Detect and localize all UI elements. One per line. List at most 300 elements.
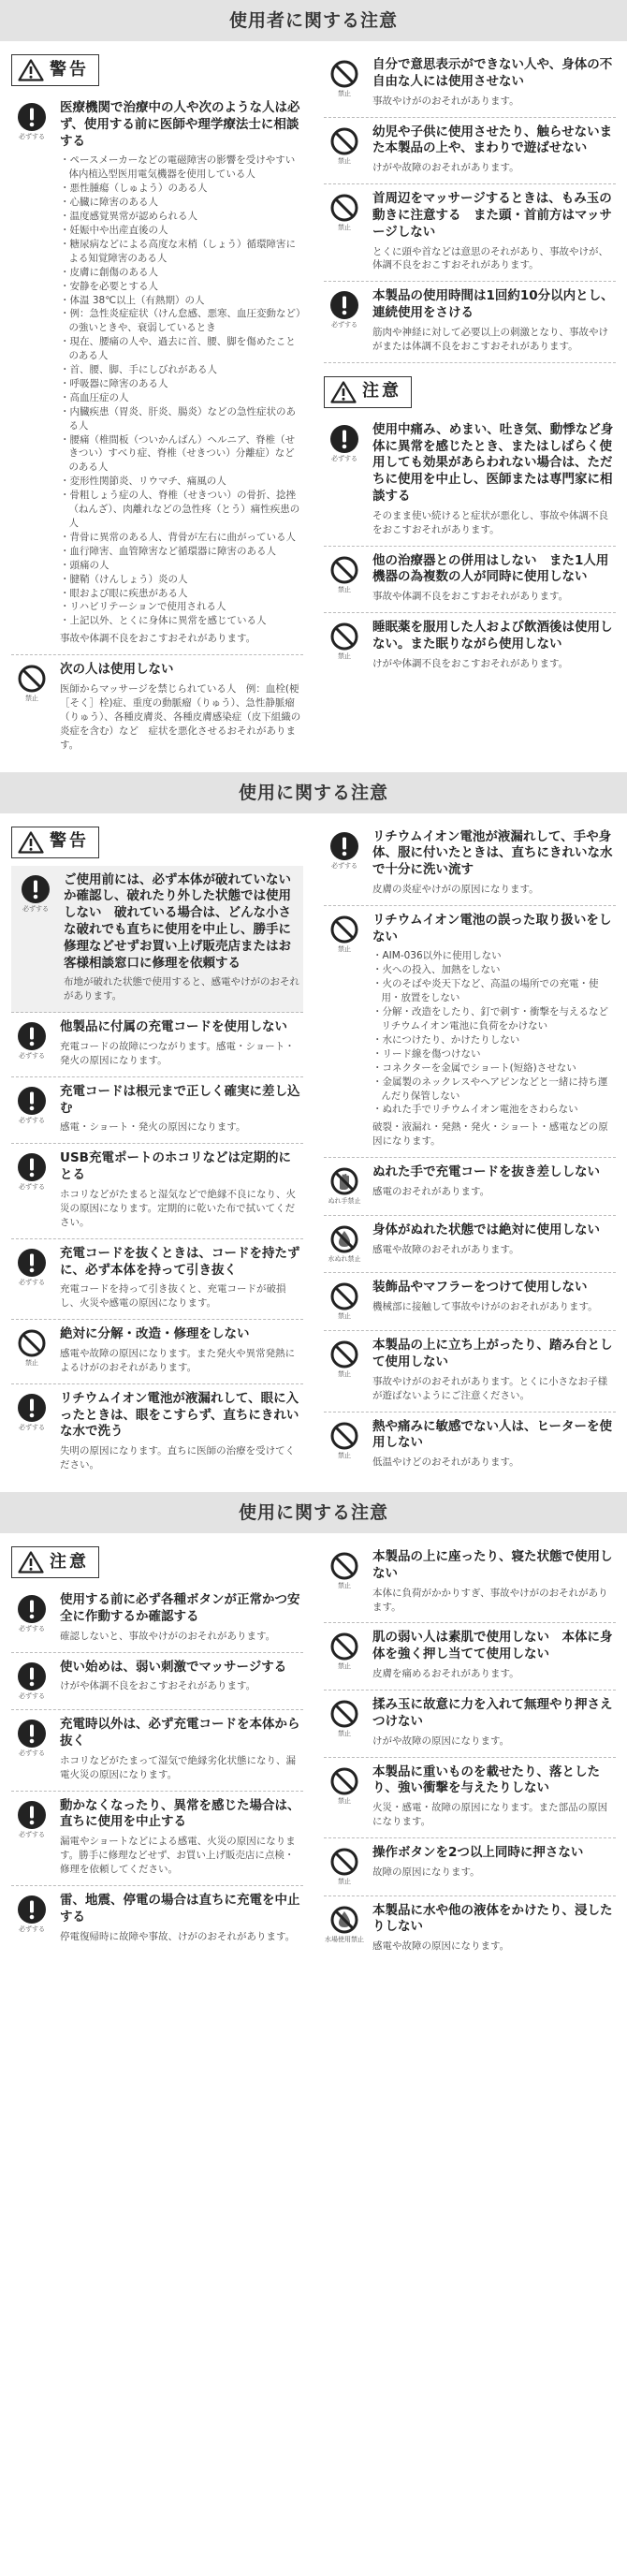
item-content <box>52 1246 303 1310</box>
item-content <box>365 1222 616 1265</box>
item-description: 感電や故障の原因になります。また発火や異常発熱によるけがのおそれがあります。 <box>60 1347 296 1373</box>
list-item: ・火のそばや炎天下など、高温の場所での充電・使用・放置をしない <box>372 978 599 1004</box>
item-description: 漏電やショートなどによる感電、火災の原因になります。勝手に修理などせず、お買い上げ販売店に点検・修理を依頼してください。 <box>60 1836 296 1876</box>
item-description: 低温やけどのおそれがあります。 <box>372 1456 519 1469</box>
list-item: ・現在、腰痛の人や、過去に首、腰、脚を傷めたことのある人 <box>60 336 296 362</box>
two-column-layout <box>11 823 616 1482</box>
prohibit-icon-group <box>324 191 365 272</box>
label-text: 注意 <box>50 1551 89 1572</box>
icon-caption: 禁止 <box>338 224 351 232</box>
item-content <box>365 1419 616 1471</box>
item-content <box>56 872 299 1004</box>
prohibit-icon-group <box>11 1326 52 1375</box>
prohibit-icon-group <box>324 57 365 109</box>
icon-caption: 禁止 <box>25 695 38 703</box>
item-description: 事故や体調不良をおこすおそれがあります。 <box>60 633 256 645</box>
icon-caption: 水場使用禁止 <box>325 1935 364 1943</box>
wethand-icon-group <box>324 1164 365 1207</box>
item-content <box>52 1019 303 1068</box>
must-icon <box>17 1661 47 1691</box>
prohibit-icon <box>329 126 359 156</box>
icon-caption: 禁止 <box>338 944 351 953</box>
list-item: ・腱鞘（けんしょう）炎の人 <box>60 573 188 585</box>
two-column-layout <box>11 1543 616 1962</box>
item-content <box>52 662 303 752</box>
item-content <box>52 1717 303 1781</box>
must-icon-group <box>11 1893 52 1944</box>
item-title: リチウムイオン電池が液漏れして、眼に入ったときは、眼をこすらず、直ちにきれいな水で洗う <box>60 1390 299 1440</box>
item-content <box>52 1592 303 1644</box>
item-content <box>52 1798 303 1877</box>
item-description: 感電のおそれがあります。 <box>372 1185 490 1197</box>
item-description: 医師からマッサージを禁じられている人 例：血栓(梗［そく］栓)症、重度の動脈瘤（りゅう）、急性静脈瘤（りゅう）、各種皮膚炎、各種皮膚感染症（皮下組織の炎症を含む）など 症状を悪化させるおそれがあります。 <box>60 682 301 751</box>
precaution-item <box>324 1412 616 1479</box>
precaution-item <box>324 51 616 118</box>
left-column <box>11 823 303 1482</box>
icon-caption: 禁止 <box>338 1582 351 1589</box>
item-content <box>365 1630 616 1681</box>
list-item: ・温度感覚異常が認められる人 <box>60 211 197 223</box>
must-icon <box>17 102 47 132</box>
prohibit-icon-group <box>324 553 365 605</box>
item-content <box>52 1893 303 1944</box>
section-header: 使用に関する注意 <box>0 1492 627 1533</box>
precaution-section <box>0 772 627 1493</box>
item-title: 充電時以外は、必ず充電コードを本体から抜く <box>60 1717 300 1749</box>
icon-caption: 禁止 <box>338 1662 351 1671</box>
icon-caption: 必ずする <box>19 1691 45 1700</box>
icon-caption: 必ずする <box>19 1749 45 1758</box>
list-item: ・眼および眼に疾患がある人 <box>60 587 188 599</box>
item-content <box>365 57 616 109</box>
list-item: ・内臓疾患（胃炎、肝炎、腸炎）などの急性症状のある人 <box>60 405 296 432</box>
item-title: 幼児や子供に使用させたり、触らせないまた本製品の上や、まわりで遊ばせない <box>372 124 613 156</box>
precaution-item <box>324 184 616 282</box>
icon-caption: 必ずする <box>331 321 357 329</box>
prohibit-icon <box>329 1847 359 1877</box>
item-description: ホコリなどがたまると湿気などで絶縁不良になり、火災の原因になります。定期的に乾いた布で拭いてください。 <box>60 1188 296 1228</box>
prohibit-icon-group <box>324 1845 365 1887</box>
precaution-item <box>11 1144 303 1238</box>
must-icon <box>17 1248 47 1278</box>
wetbody-icon <box>329 1905 359 1935</box>
must-icon-group <box>11 1150 52 1229</box>
item-description: とくに頭や首などは意思のそれがあり、事故やけが、体調不良をおこすおそれがあります。 <box>372 245 608 271</box>
item-content <box>365 288 616 353</box>
list-item: ・血行障害、血管障害など循環器に障害のある人 <box>60 545 276 557</box>
prohibit-icon-group <box>324 1338 365 1402</box>
item-title: 次の人は使用しない <box>60 662 174 678</box>
condition-list <box>372 949 616 1117</box>
icon-caption: 禁止 <box>338 1312 351 1321</box>
prohibit-icon <box>329 1281 359 1311</box>
list-item: ・分解・改造をしたり、釘で刺す・衝撃を与えるなどリチウムイオン電池に負荷をかけない <box>372 1006 608 1032</box>
item-description: 故障の原因になります。 <box>372 1866 480 1878</box>
precaution-item <box>11 1586 303 1653</box>
item-description: 停電復帰時に故障や事故、けがのおそれがあります。 <box>60 1930 296 1942</box>
precaution-item <box>324 118 616 185</box>
must-icon-group <box>15 872 56 1004</box>
prohibit-icon-group <box>324 1630 365 1681</box>
icon-caption: 禁止 <box>338 1877 351 1885</box>
prohibit-icon-group <box>324 1280 365 1322</box>
item-title: 充電コードを抜くときは、コードを持たずに、必ず本体を持って引き抜く <box>60 1245 300 1278</box>
item-description: 機械部に接触して事故やけがのおそれがあります。 <box>372 1301 598 1313</box>
list-item: ・例：急性炎症症状（けん怠感、悪寒、血圧変動など）の強いときや、衰弱しているとき <box>60 308 301 334</box>
item-title: 揉み玉に故意に力を入れて無理やり押さえつけない <box>372 1696 613 1729</box>
wetbody-icon <box>329 1224 359 1254</box>
must-icon <box>21 874 51 904</box>
prohibit-icon-group <box>324 620 365 671</box>
item-title: 身体がぬれた状態では絶対に使用しない <box>372 1222 600 1237</box>
item-description: 事故やけがのおそれがあります。 <box>372 95 519 107</box>
precaution-item <box>324 906 616 1158</box>
item-title: USB充電ポートのホコリなどは定期的にとる <box>60 1150 291 1183</box>
icon-caption: 必ずする <box>19 1925 45 1933</box>
right-column <box>324 51 616 680</box>
item-description: 事故や体調不良をおこすおそれがあります。 <box>372 591 569 603</box>
item-title: 使用中痛み、めまい、吐き気、動悸など身体に異常を感じたとき、またはしばらく使用しても効果があらわれない場合は、ただちに使用を中止し、医師または専門家に相談する <box>372 421 614 504</box>
caution-label <box>11 1546 99 1578</box>
item-title: リチウムイオン電池が液漏れして、手や身体、服に付いたときは、直ちにきれいな水で十分に洗い流す <box>372 828 613 878</box>
warning-label <box>11 54 99 86</box>
precaution-item <box>11 1013 303 1077</box>
precaution-item <box>11 1886 303 1953</box>
icon-caption: 禁止 <box>338 652 351 661</box>
item-content <box>365 1549 616 1614</box>
item-description: 破裂・液漏れ・発熱・発火・ショート・感電などの原因になります。 <box>372 1121 608 1148</box>
prohibit-icon <box>329 59 359 89</box>
must-icon-group <box>11 1084 52 1135</box>
precaution-item <box>324 1273 616 1331</box>
item-content <box>365 829 616 897</box>
must-icon <box>17 1393 47 1423</box>
icon-caption: 必ずする <box>19 1625 45 1632</box>
must-icon <box>329 831 359 861</box>
precaution-section <box>0 1492 627 1973</box>
list-item: ・ぬれた手でリチウムイオン電池をさわらない <box>372 1104 578 1116</box>
list-item: ・水につけたり、かけたりしない <box>372 1033 520 1046</box>
must-icon-group <box>11 1391 52 1472</box>
item-content <box>52 1084 303 1135</box>
warning-triangle-icon <box>18 59 44 81</box>
must-icon <box>17 1021 47 1051</box>
warning-triangle-icon <box>18 831 44 854</box>
must-icon-group <box>324 288 365 353</box>
list-item: ・呼吸器に障害のある人 <box>60 377 168 389</box>
item-title: 自分で意思表示ができない人や、身体の不自由な人には使用させない <box>372 57 613 89</box>
item-content <box>52 1660 303 1702</box>
prohibit-icon-group <box>324 1549 365 1614</box>
item-content <box>52 1150 303 1229</box>
item-content <box>365 620 616 671</box>
item-title: 装飾品やマフラーをつけて使用しない <box>372 1280 588 1295</box>
must-icon-group <box>11 1246 52 1310</box>
icon-caption: 必ずする <box>19 1423 45 1431</box>
item-title: 睡眠薬を服用した人および飲酒後は使用しない。また眠りながら使用しない <box>372 620 613 651</box>
must-icon <box>17 1719 47 1749</box>
icon-caption: 禁止 <box>338 585 351 593</box>
icon-caption: 禁止 <box>338 90 351 97</box>
icon-caption: 必ずする <box>22 904 49 913</box>
item-description: けがや故障のおそれがあります。 <box>372 162 519 174</box>
wetbody-icon-group <box>324 1903 365 1954</box>
item-title: 操作ボタンを2つ以上同時に押さない <box>372 1844 584 1860</box>
item-content <box>365 1697 616 1749</box>
icon-caption: 必ずする <box>19 1830 45 1838</box>
right-column <box>324 823 616 1479</box>
list-item: ・腰痛（椎間板（ついかんばん）ヘルニア、脊椎（せきつい）すべり症、脊椎（せきつい）分離症）などのある人 <box>60 433 296 474</box>
precaution-item <box>324 1216 616 1274</box>
item-title: 動かなくなったり、異常を感じた場合は、直ちに使用を中止する <box>60 1797 300 1830</box>
precaution-item <box>11 655 303 760</box>
list-item: ・コネクターを金属でショート(短絡)させない <box>372 1061 576 1074</box>
item-title: 雷、地震、停電の場合は直ちに充電を中止する <box>60 1892 300 1925</box>
item-description: けがや体調不良をおこすおそれがあります。 <box>372 657 569 669</box>
must-icon-group <box>11 1019 52 1068</box>
list-item: ・AIM-036以外に使用しない <box>372 950 502 962</box>
right-column <box>324 1543 616 1962</box>
wethand-icon <box>329 1166 359 1196</box>
item-description: 皮膚を痛めるおそれがあります。 <box>372 1668 519 1680</box>
item-description: 充電コードの故障につながります。感電・ショート・発火の原因になります。 <box>60 1041 295 1066</box>
item-description: 布地が破れた状態で使用すると、感電やけがのおそれがあります。 <box>64 976 299 1003</box>
prohibit-icon <box>329 1339 359 1369</box>
left-column <box>11 1543 303 1953</box>
precaution-item <box>324 1623 616 1690</box>
must-icon-group <box>11 1592 52 1644</box>
warning-label <box>11 827 99 858</box>
item-content <box>365 1764 616 1829</box>
list-item: ・首、腰、脚、手にしびれがある人 <box>60 364 217 376</box>
list-item: ・悪性腫瘍（しゅよう）のある人 <box>60 183 208 195</box>
precaution-item <box>11 1384 303 1481</box>
must-icon <box>17 1152 47 1182</box>
precaution-item <box>11 1710 303 1791</box>
precaution-item <box>324 1331 616 1412</box>
icon-caption: 必ずする <box>19 1278 45 1286</box>
item-title: 他製品に付属の充電コードを使用しない <box>60 1019 287 1035</box>
item-description: ホコリなどがたまって湿気で絶縁劣化状態になり、漏電火災の原因になります。 <box>60 1754 296 1780</box>
must-icon-group <box>11 1798 52 1877</box>
item-content <box>365 1845 616 1887</box>
icon-caption: 禁止 <box>338 1796 351 1805</box>
prohibit-icon <box>17 664 47 694</box>
precaution-item <box>11 1077 303 1145</box>
list-item: ・高血圧症の人 <box>60 391 129 403</box>
item-description: 皮膚の炎症やけがの原因になります。 <box>372 883 539 895</box>
item-description: けがや故障の原因になります。 <box>372 1734 510 1747</box>
icon-caption: 禁止 <box>338 156 351 165</box>
prohibit-icon-group <box>324 913 365 1149</box>
precaution-item <box>324 1690 616 1758</box>
list-item: ・上記以外、とくに身体に異常を感じている人 <box>60 615 267 627</box>
icon-caption: 水ぬれ禁止 <box>328 1254 361 1263</box>
item-title: ぬれた手で充電コードを抜き差ししない <box>372 1164 600 1180</box>
item-title: 医療機関で治療中の人や次のような人は必ず、使用する前に医師や理学療法士に相談する <box>60 100 300 149</box>
must-icon-group <box>324 422 365 537</box>
item-title: 本製品の上に座ったり、寝た状態で使用しない <box>372 1549 613 1581</box>
list-item: ・金属製のネックレスやヘアピンなどと一緒に持ち運んだり保管しない <box>372 1076 608 1102</box>
list-item: ・背骨に異常のある人、背骨が左右に曲がっている人 <box>60 531 296 543</box>
icon-caption: 必ずする <box>19 1183 45 1192</box>
prohibit-icon-group <box>324 1419 365 1471</box>
item-content <box>365 191 616 272</box>
caution-label <box>324 376 412 408</box>
list-item: ・火への投入、加熱をしない <box>372 964 501 976</box>
two-column-layout <box>11 51 616 761</box>
list-item: ・心臓に障害のある人 <box>60 197 158 209</box>
item-content <box>365 553 616 605</box>
prohibit-icon-group <box>324 1764 365 1829</box>
list-item: ・頭痛の人 <box>60 559 109 571</box>
item-content <box>365 1903 616 1954</box>
precaution-item <box>324 1543 616 1623</box>
item-description: そのまま使い続けると症状が悪化し、事故や体調不良をおこすおそれがあります。 <box>372 509 608 535</box>
section-body <box>0 41 627 772</box>
warning-triangle-icon <box>18 1551 44 1573</box>
prohibit-icon <box>329 1551 359 1581</box>
item-title: 他の治療器との併用はしない また1人用機器の為複数の人が同時に使用しない <box>372 552 609 585</box>
item-title: リチウムイオン電池の誤った取り扱いをしない <box>372 912 612 944</box>
label-text: 警告 <box>50 59 89 80</box>
item-description: 事故やけがのおそれがあります。とくに小さなお子様が遊ばないようにご注意ください。 <box>372 1375 608 1401</box>
section-header: 使用者に関する注意 <box>0 0 627 41</box>
warning-triangle-icon <box>330 381 357 403</box>
item-title: 使用する前に必ず各種ボタンが正常かつ安全に作動するか確認する <box>60 1592 300 1624</box>
list-item: ・変形性関節炎、リウマチ、痛風の人 <box>60 476 226 488</box>
precaution-item <box>324 823 616 906</box>
item-description: 本体に負荷がかかりすぎ、事故やけがのおそれがあります。 <box>372 1587 608 1613</box>
prohibit-icon <box>329 555 359 585</box>
label-text: 警告 <box>50 831 89 852</box>
item-content <box>365 1164 616 1207</box>
item-description: けがや体調不良をおこすおそれがあります。 <box>60 1680 256 1692</box>
must-icon-group <box>11 100 52 646</box>
list-item: ・体温 38℃以上（有熱期）の人 <box>60 294 205 306</box>
item-content <box>365 913 616 1149</box>
condition-list <box>60 154 303 628</box>
must-icon-group <box>324 829 365 897</box>
prohibit-icon <box>329 1421 359 1451</box>
precaution-item <box>324 547 616 614</box>
prohibit-icon <box>329 1632 359 1661</box>
precaution-item <box>11 1239 303 1320</box>
item-content <box>52 1391 303 1472</box>
list-item: ・皮膚に創傷のある人 <box>60 266 158 278</box>
icon-caption: 禁止 <box>338 1451 351 1459</box>
icon-caption: ぬれ手禁止 <box>328 1197 361 1206</box>
item-description: 火災・感電・故障の原因になります。また部品の原因になります。 <box>372 1802 608 1828</box>
icon-caption: 禁止 <box>338 1370 351 1379</box>
item-description: 感電・ショート・発火の原因になります。 <box>60 1121 246 1134</box>
item-content <box>365 124 616 176</box>
precaution-item <box>324 1758 616 1838</box>
section-body <box>0 813 627 1493</box>
item-description: 感電や故障の原因になります。 <box>372 1940 510 1953</box>
item-content <box>365 1280 616 1322</box>
precaution-item <box>324 1158 616 1216</box>
item-title: 首周辺をマッサージするときは、もみ玉の動きに注意する また頭・首前方はマッサージしない <box>372 191 612 240</box>
list-item: ・リード線を傷つけない <box>372 1047 481 1060</box>
item-description: 失明の原因になります。直ちに医師の治療を受けてください。 <box>60 1445 296 1471</box>
item-title: 肌の弱い人は素肌で使用しない 本体に身体を強く押し当てて使用しない <box>372 1630 613 1662</box>
icon-caption: 必ずする <box>331 454 357 462</box>
icon-caption: 必ずする <box>19 1052 45 1061</box>
must-icon <box>329 290 359 320</box>
precaution-item <box>324 613 616 680</box>
item-description: 確認しないと、事故やけがのおそれがあります。 <box>60 1630 276 1642</box>
must-icon <box>17 1895 47 1925</box>
precaution-section <box>0 0 627 772</box>
left-column <box>11 51 303 761</box>
icon-caption: 禁止 <box>338 1729 351 1737</box>
list-item: ・安静を必要とする人 <box>60 280 158 292</box>
item-title: 使い始めは、弱い刺激でマッサージする <box>60 1659 287 1675</box>
icon-caption: 禁止 <box>25 1359 38 1368</box>
item-content <box>365 1338 616 1402</box>
precaution-item <box>324 416 616 547</box>
precaution-item <box>324 1896 616 1963</box>
list-item: ・骨粗しょう症の人、脊椎（せきつい）の骨折、捻挫（ねんざ）、肉離れなどの急性疼（とう）痛性疾患の人 <box>60 490 300 529</box>
item-title: 本製品の上に立ち上がったり、踏み台として使用しない <box>372 1338 613 1369</box>
prohibit-icon <box>329 915 359 944</box>
list-item: ・リハビリテーションで使用される人 <box>60 601 226 613</box>
precaution-item <box>11 1653 303 1711</box>
precaution-item <box>11 1792 303 1886</box>
item-title: 本製品に水や他の液体をかけたり、浸したりしない <box>372 1902 613 1935</box>
item-title: 充電コードは根元まで正しく確実に差し込む <box>60 1083 300 1116</box>
list-item: ・糖尿病などによる高度な末梢（しょう）循環障害による知覚障害のある人 <box>60 238 296 264</box>
prohibit-icon <box>329 622 359 651</box>
item-title: ご使用前には、必ず本体が破れていないか確認し、破れたり外した状態では使用しない 破れている場合は、どんな小さな破れでも直ちに使用を中止し、勝手に修理などせずお買い上げ販売店またはお客様相談窓口に修理を依頼する <box>64 871 291 971</box>
icon-caption: 必ずする <box>19 1116 45 1124</box>
precaution-item <box>11 866 303 1014</box>
item-title: 本製品の使用時間は1回約10分以内とし、連続使用をさける <box>372 288 614 321</box>
item-content <box>52 100 303 646</box>
must-icon-group <box>11 1660 52 1702</box>
list-item: ・妊娠中や出産直後の人 <box>60 224 168 236</box>
precaution-item <box>11 1320 303 1384</box>
precaution-item <box>324 1838 616 1896</box>
must-icon-group <box>11 1717 52 1781</box>
icon-caption: 必ずする <box>331 861 357 870</box>
wetbody-icon-group <box>324 1222 365 1265</box>
prohibit-icon <box>329 1766 359 1796</box>
item-description: 充電コードを持って引き抜くと、充電コードが破損し、火災や感電の原因になります。 <box>60 1283 286 1310</box>
label-text: 注意 <box>362 381 401 402</box>
item-title: 熱や痛みに敏感でない人は、ヒーターを使用しない <box>372 1418 612 1451</box>
item-title: 絶対に分解・改造・修理をしない <box>60 1326 250 1342</box>
item-title: 本製品に重いものを載せたり、落としたり、強い衝撃を与えたりしない <box>372 1764 600 1796</box>
precaution-item <box>11 94 303 655</box>
item-content <box>365 422 616 537</box>
must-icon <box>17 1594 47 1624</box>
section-header: 使用に関する注意 <box>0 772 627 813</box>
prohibit-icon <box>17 1328 47 1358</box>
section-body <box>0 1533 627 1973</box>
must-icon <box>17 1086 47 1116</box>
prohibit-icon <box>329 193 359 223</box>
prohibit-icon-group <box>11 662 52 752</box>
icon-caption: 必ずする <box>19 133 45 140</box>
list-item: ・ペースメーカーなどの電磁障害の影響を受けやすい体内植込型医用電気機器を使用している人 <box>60 154 296 181</box>
prohibit-icon <box>329 1699 359 1729</box>
item-description: 感電や故障のおそれがあります。 <box>372 1243 519 1255</box>
item-description: 筋肉や神経に対して必要以上の刺激となり、事故やけがまたは体調不良をおこすおそれがあります。 <box>372 326 608 352</box>
must-icon <box>17 1800 47 1830</box>
precaution-item <box>324 282 616 362</box>
